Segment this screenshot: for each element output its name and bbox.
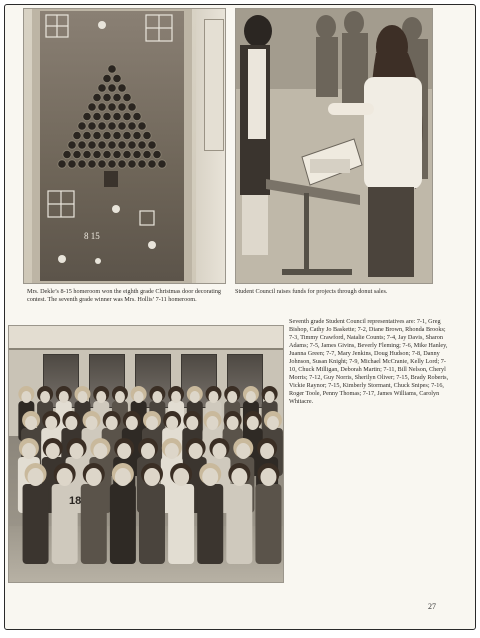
tree-ornament — [113, 74, 121, 82]
tree-ornament — [83, 112, 91, 120]
tree-ornament — [133, 131, 141, 139]
student-face — [189, 443, 203, 459]
tree-ornament — [93, 112, 101, 120]
tree-ornament — [128, 103, 136, 111]
student-council-group-photo — [8, 325, 284, 583]
student-body — [23, 484, 49, 564]
tree-ornament — [73, 131, 81, 139]
student-face — [115, 391, 125, 403]
student-face — [141, 443, 155, 459]
student-face — [21, 391, 31, 403]
tree-ornament — [88, 160, 96, 168]
student-face — [144, 468, 160, 486]
tree-ornament — [108, 103, 116, 111]
tree-ornament — [88, 141, 96, 149]
student-face — [93, 443, 107, 459]
tree-ornament — [98, 84, 106, 92]
jersey-number: 18 — [69, 495, 82, 507]
student-body — [139, 484, 165, 564]
tree-ornament — [118, 122, 126, 130]
tree-ornament — [103, 74, 111, 82]
donut-photo-caption: Student Council raises funds for projects through donut sales. — [235, 288, 388, 295]
student-body — [226, 484, 252, 564]
door-sign: 8 15 — [84, 231, 100, 241]
tree-ornament — [123, 131, 131, 139]
student-face — [65, 416, 77, 430]
tree-ornament — [118, 160, 126, 168]
student-face — [206, 416, 218, 430]
tree-ornament — [103, 131, 111, 139]
tree-ornament — [78, 122, 86, 130]
student-face — [25, 416, 37, 430]
tree-ornament — [88, 103, 96, 111]
tree-ornament — [93, 93, 101, 101]
student-face — [202, 468, 218, 486]
tree-ornament — [138, 141, 146, 149]
student-body — [255, 484, 281, 564]
student-face — [236, 443, 250, 459]
tree-ornament — [98, 141, 106, 149]
tree-ornament — [138, 160, 146, 168]
tree-ornament — [158, 160, 166, 168]
student-face — [117, 443, 131, 459]
tree-ornament — [108, 141, 116, 149]
student-face — [260, 443, 274, 459]
student-face — [134, 391, 144, 403]
tree-ornament — [118, 141, 126, 149]
student-face — [165, 443, 179, 459]
tree-ornament — [148, 160, 156, 168]
student-face — [212, 443, 226, 459]
tree-ornament — [113, 131, 121, 139]
tree-ornament — [98, 160, 106, 168]
student-face — [146, 416, 158, 430]
student-face — [190, 391, 200, 403]
tree-ornament — [93, 131, 101, 139]
student-face — [126, 416, 138, 430]
student-face — [209, 391, 219, 403]
students-group — [9, 326, 283, 582]
tree-ornament — [118, 103, 126, 111]
tree-ornament — [133, 150, 141, 158]
tree-ornament — [123, 93, 131, 101]
student-body — [81, 484, 107, 564]
student-face — [86, 468, 102, 486]
student-face — [265, 391, 275, 403]
page-number: 27 — [428, 602, 436, 611]
student-body — [168, 484, 194, 564]
tree-ornament — [148, 141, 156, 149]
tree-ornament — [68, 160, 76, 168]
student-face — [171, 391, 181, 403]
student-face — [246, 391, 256, 403]
door-decoration-photo — [23, 8, 226, 284]
tree-ornament — [63, 150, 71, 158]
student-face — [267, 416, 279, 430]
tree-ornament — [83, 150, 91, 158]
student-face — [70, 443, 84, 459]
tree-ornament — [103, 150, 111, 158]
student-face — [260, 468, 276, 486]
tree-ornament — [83, 131, 91, 139]
donut-sale-photo — [235, 8, 433, 284]
yearbook-page — [4, 4, 476, 630]
tree-ornament — [68, 141, 76, 149]
student-face — [186, 416, 198, 430]
tree-ornament — [113, 150, 121, 158]
tree-ornament — [78, 160, 86, 168]
tree-ornament — [93, 150, 101, 158]
student-face — [57, 468, 73, 486]
tree-ornament — [138, 122, 146, 130]
tree-ornament — [113, 93, 121, 101]
tree-ornament — [88, 122, 96, 130]
tree-ornament — [113, 112, 121, 120]
tree-ornament — [133, 112, 141, 120]
tree-ornament — [108, 122, 116, 130]
student-face — [231, 468, 247, 486]
council-caption: Seventh grade Student Council representatives are: 7-1, Greg Bishop, Cathy Jo Baskette; 7-2, Diane Brown, Rhonda Brooks; 7-3, Timmy Crawford, Natalie Counts; 7-4, Jay Davis, Sharon Adams; 7-5, James Givins, Beverly Fleming; 7-6, Mike Hanley, Juanna Green; 7-7, Mary Jenkins, Doug Hudson; 7-8, Danny Johnson, Susan Knight; 7-9, Michael McCranie, Kelly Lord; 7-10, Chuck Milligan, Deborah Martin; 7-11, Bill Nelson, Cheryl Morris; 7-12, Guy Norris, Sherilyn Oliver; 7-15, Brady Roberts, Vickie Raynor; 7-15, Kimberly Stormant, Chuck Snipes; 7-16, Roger Toole, Penny Thomas; 7-17, James Williams, Carolyn Whitacre. — [289, 318, 449, 405]
tree-ornament — [78, 141, 86, 149]
student-face — [227, 391, 237, 403]
wall-panel — [204, 19, 224, 151]
tree-ornament — [128, 141, 136, 149]
student-face — [59, 391, 69, 403]
tree-ornament — [118, 84, 126, 92]
tree-ornament — [108, 65, 116, 73]
student-body — [197, 484, 223, 564]
student-face — [22, 443, 36, 459]
student-face — [173, 468, 189, 486]
student-face — [45, 416, 57, 430]
student-face — [28, 468, 44, 486]
tree-ornament — [58, 160, 66, 168]
student-face — [227, 416, 239, 430]
student-face — [115, 468, 131, 486]
door-photo-caption: Mrs. Dekle’s 8-15 homeroom won the eighth grade Christmas door decorating contest. The seventh grade winner was Mrs. Hollis’ 7-11 homeroom. — [27, 288, 222, 303]
student-face — [46, 443, 60, 459]
tree-ornament — [143, 131, 151, 139]
student-face — [96, 391, 106, 403]
student-face — [40, 391, 50, 403]
tree-ornament — [128, 160, 136, 168]
student-face — [78, 391, 88, 403]
student-face — [106, 416, 118, 430]
student-face — [152, 391, 162, 403]
tree-ornament — [108, 160, 116, 168]
tree-ornament — [128, 122, 136, 130]
student-body — [110, 484, 136, 564]
christmas-tree-decoration — [40, 11, 184, 281]
tree-ornament — [153, 150, 161, 158]
tree-ornament — [98, 122, 106, 130]
tree-ornament — [98, 103, 106, 111]
student-face — [247, 416, 259, 430]
tree-ornament — [123, 112, 131, 120]
tree-ornament — [108, 84, 116, 92]
tree-ornament — [123, 150, 131, 158]
tree-ornament — [73, 150, 81, 158]
tree-ornament — [143, 150, 151, 158]
tree-ornament — [103, 93, 111, 101]
student-face — [166, 416, 178, 430]
student-face — [86, 416, 98, 430]
tree-ornament — [103, 112, 111, 120]
